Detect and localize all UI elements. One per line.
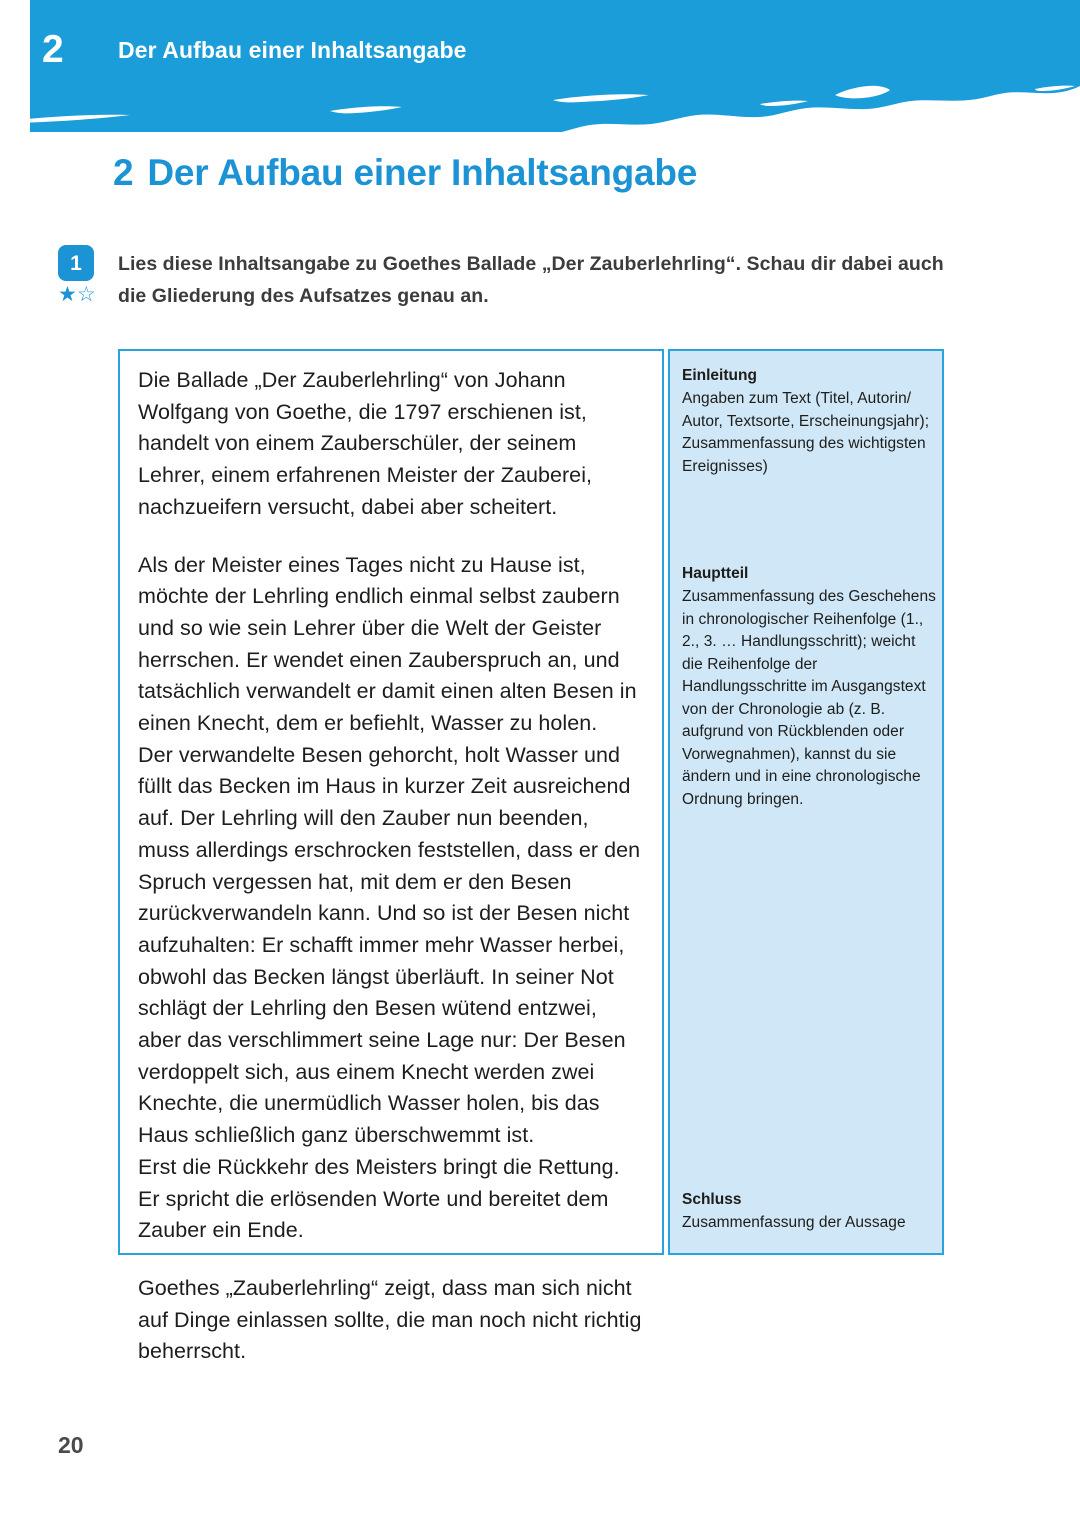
exercise-instruction-text: Lies diese Inhaltsangabe zu Goethes Ballade „Der Zauberlehrling“. Schau dir dabei auch die Gliederung des Aufsatzes genau an. [118, 253, 944, 307]
annotation-block-schluss [682, 1189, 940, 1235]
annotation-title: Schluss [682, 1191, 742, 1208]
annotation-title: Einleitung [682, 367, 757, 384]
summary-paragraph: Als der Meister eines Tages nicht zu Hause ist, möchte der Lehrling endlich einmal selbst zaubern und so wie sein Lehrer über die Welt der Geister herrschen. Er wendet einen Zauberspruch an, und tatsächlich verwandelt er damit einen alten Besen in einen Knecht, dem er befiehlt, Wasser zu holen. [138, 552, 637, 736]
annotation-block-einleitung [682, 365, 940, 478]
annotation-title: Hauptteil [682, 565, 749, 582]
page-title-number: 2 [113, 152, 134, 193]
annotation-text: Zusammenfassung der Aussage [682, 1214, 906, 1232]
annotation-text: Zusammenfassung des Geschehens in chronologischer Reihenfolge (1., 2., 3. … Handlungsschritt); weicht die Reihenfolge der Handlungsschritte im Ausgangstext von der Chronologie ab (z. B. aufgrund von Rückblenden oder Vorwegnahmen), kannst du sie ändern und in eine chronologische Ordnung bringen. [682, 588, 936, 808]
header-brush-shape [0, 0, 1080, 132]
summary-paragraph: Goethes „Zauberlehrling“ zeigt, dass man sich nicht auf Dinge einlassen sollte, die man noch nicht richtig beherrscht. [138, 1275, 642, 1364]
sample-summary-box [118, 349, 664, 1364]
summary-paragraph: Die Ballade „Der Zauberlehrling“ von Johann Wolfgang von Goethe, die 1797 erschienen ist, handelt von einem Zauberschüler, der seinem Lehrer, einem erfahrenen Meister der Zauberei, nachzueifern versucht, dabei aber scheitert. [138, 368, 593, 519]
annotation-block-hauptteil [682, 563, 940, 811]
page-number: 20 [58, 1432, 84, 1458]
exercise-marker [58, 245, 110, 305]
summary-paragraph: Erst die Rückkehr des Meisters bringt die Rettung. Er spricht die erlösenden Worte und bereitet dem Zauber ein Ende. [138, 1154, 620, 1243]
difficulty-stars-icon: ★☆ [58, 283, 96, 306]
structure-annotation-box [668, 349, 944, 1255]
header-chapter-number: 2 [42, 28, 64, 71]
exercise-number-badge: 1 [58, 245, 94, 281]
header-chapter-title: Der Aufbau einer Inhaltsangabe [118, 37, 467, 63]
page-header-banner [0, 0, 1080, 132]
summary-paragraph: Der verwandelte Besen gehorcht, holt Wasser und füllt das Becken im Haus in kurzer Zeit ausreichend auf. Der Lehrling will den Zauber nun beenden, muss allerdings erschrocken feststellen, dass er den Spruch vergessen hat, mit dem er den Besen zurückverwandeln kann. Und so ist der Besen nicht aufzuhalten: Er schafft immer mehr Wasser herbei, obwohl das Becken längst überläuft. In seiner Not schlägt der Lehrling den Besen wütend entzwei, aber das verschlimmert seine Lage nur: Der Besen verdoppelt sich, aus einem Knecht werden zwei Knechte, die unermüdlich Wasser holen, bis das Haus schließlich ganz überschwemmt ist. [138, 742, 641, 1148]
page-title-text: Der Aufbau einer Inhaltsangabe [147, 152, 698, 193]
page-title [113, 152, 697, 195]
content-area [118, 349, 944, 1364]
annotation-text: Angaben zum Text (Titel, Autorin/ Autor, Textsorte, Erscheinungsjahr); Zusammenfassung des wichtigsten Ereignisses) [682, 390, 930, 475]
